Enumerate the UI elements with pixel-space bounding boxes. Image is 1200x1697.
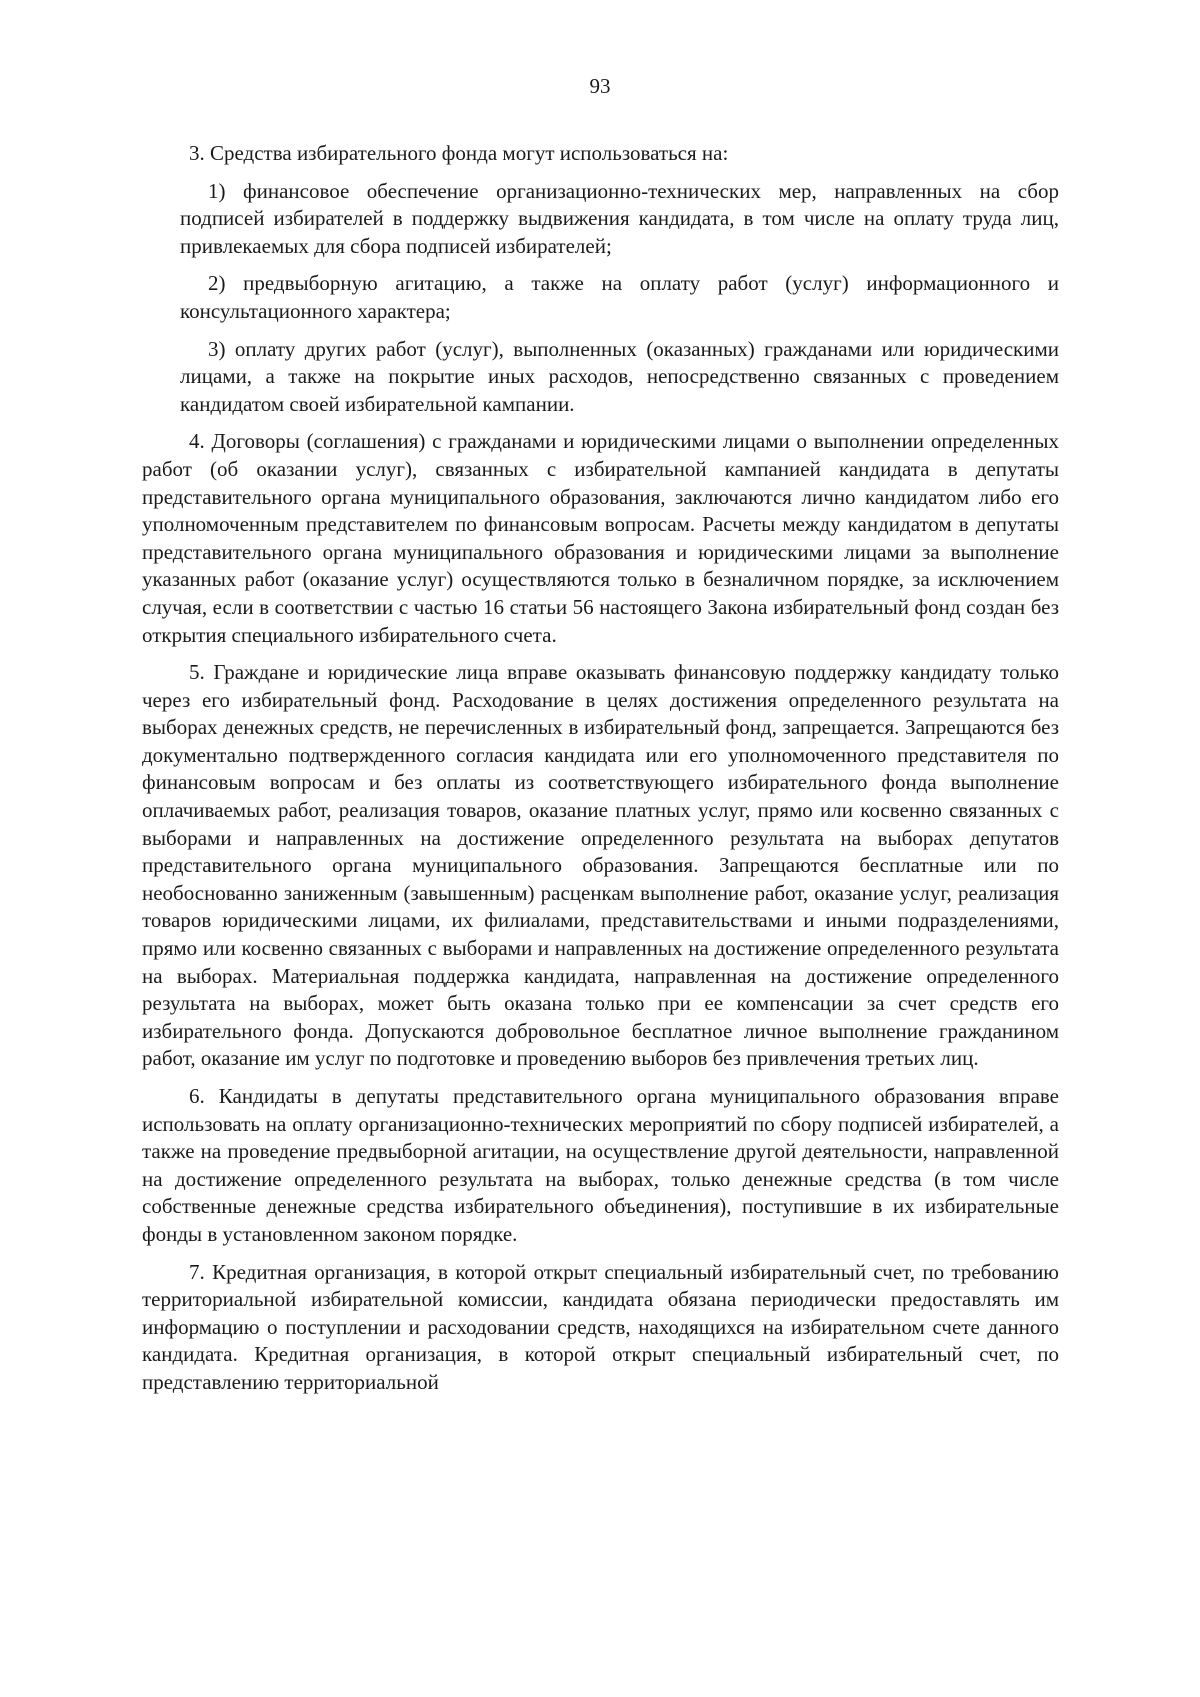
paragraph-3-item-1: 1) финансовое обеспечение организационно-технических мер, направленных на сбор подписей избирателей в поддержку выдвижения кандидата, в том числе на оплату труда лиц, привлекаемых для сбора подписей избирателей;: [180, 178, 1059, 258]
paragraph-3: 3. Средства избирательного фонда могут использоваться на:: [189, 141, 729, 165]
paragraph-3-item-3: 3) оплату других работ (услуг), выполненных (оказанных) гражданами или юридическими лицами, а также на покрытие иных расходов, непосредственно связанных с проведением кандидатом своей избирательной кампании.: [180, 336, 1059, 416]
paragraph-7: 7. Кредитная организация, в которой открыт специальный избирательный счет, по требованию территориальной избирательной комиссии, кандидата обязана периодически предоставлять им информацию о поступлении и расходовании средств, находящихся на избирательном счете данного кандидата. Кредитная организация, в которой открыт специальный избирательный счет, по представлению территориальной: [142, 1259, 1059, 1394]
paragraph-4: 4. Договоры (соглашения) с гражданами и юридическими лицами о выполнении определенных работ (об оказании услуг), связанных с избирательной кампанией кандидата в депутаты представительного органа муниципального образования, заключаются лично кандидатом либо его уполномоченным представителем по финансовым вопросам. Расчеты между кандидатом в депутаты представительного органа муниципального образования и юридическими лицами за выполнение указанных работ (оказание услуг) осуществляются только в безналичном порядке, за исключением случая, если в соответствии с частью 16 статьи 56 настоящего Закона избирательный фонд создан без открытия специального избирательного счета.: [142, 429, 1059, 647]
paragraph-3-item-2: 2) предвыборную агитацию, а также на оплату работ (услуг) информационного и консультационного характера;: [180, 271, 1059, 323]
document-body: [142, 140, 1059, 1397]
page-number: 93: [589, 74, 611, 98]
paragraph-6: 6. Кандидаты в депутаты представительного органа муниципального образования вправе использовать на оплату организационно-технических мероприятий по сбору подписей избирателей, а также на проведение предвыборной агитации, на осуществление другой деятельности, направленной на достижение определенного результата на выборах, только денежные средства (в том числе собственные денежные средства избирательного объединения), поступившие в их избирательные фонды в установленном законом порядке.: [142, 1084, 1059, 1246]
paragraph-5: 5. Граждане и юридические лица вправе оказывать финансовую поддержку кандидату только через его избирательный фонд. Расходование в целях достижения определенного результата на выборах денежных средств, не перечисленных в избирательный фонд, запрещается. Запрещаются без документально подтвержденного согласия кандидата или его уполномоченного представителя по финансовым вопросам и без оплаты из соответствующего избирательного фонда выполнение оплачиваемых работ, реализация товаров, оказание платных услуг, прямо или косвенно связанных с выборами и направленных на достижение определенного результата на выборах депутатов представительного органа муниципального образования. Запрещаются бесплатные или по необоснованно заниженным (завышенным) расценкам выполнение работ, оказание услуг, реализация товаров юридическими лицами, их филиалами, представительствами и иными подразделениями, прямо или косвенно связанных с выборами и направленных на достижение определенного результата на выборах. Материальная поддержка кандидата, направленная на достижение определенного результата на выборах, может быть оказана только при ее компенсации за счет средств его избирательного фонда. Допускаются добровольное бесплатное личное выполнение гражданином работ, оказание им услуг по подготовке и проведению выборов без привлечения третьих лиц.: [142, 660, 1059, 1071]
